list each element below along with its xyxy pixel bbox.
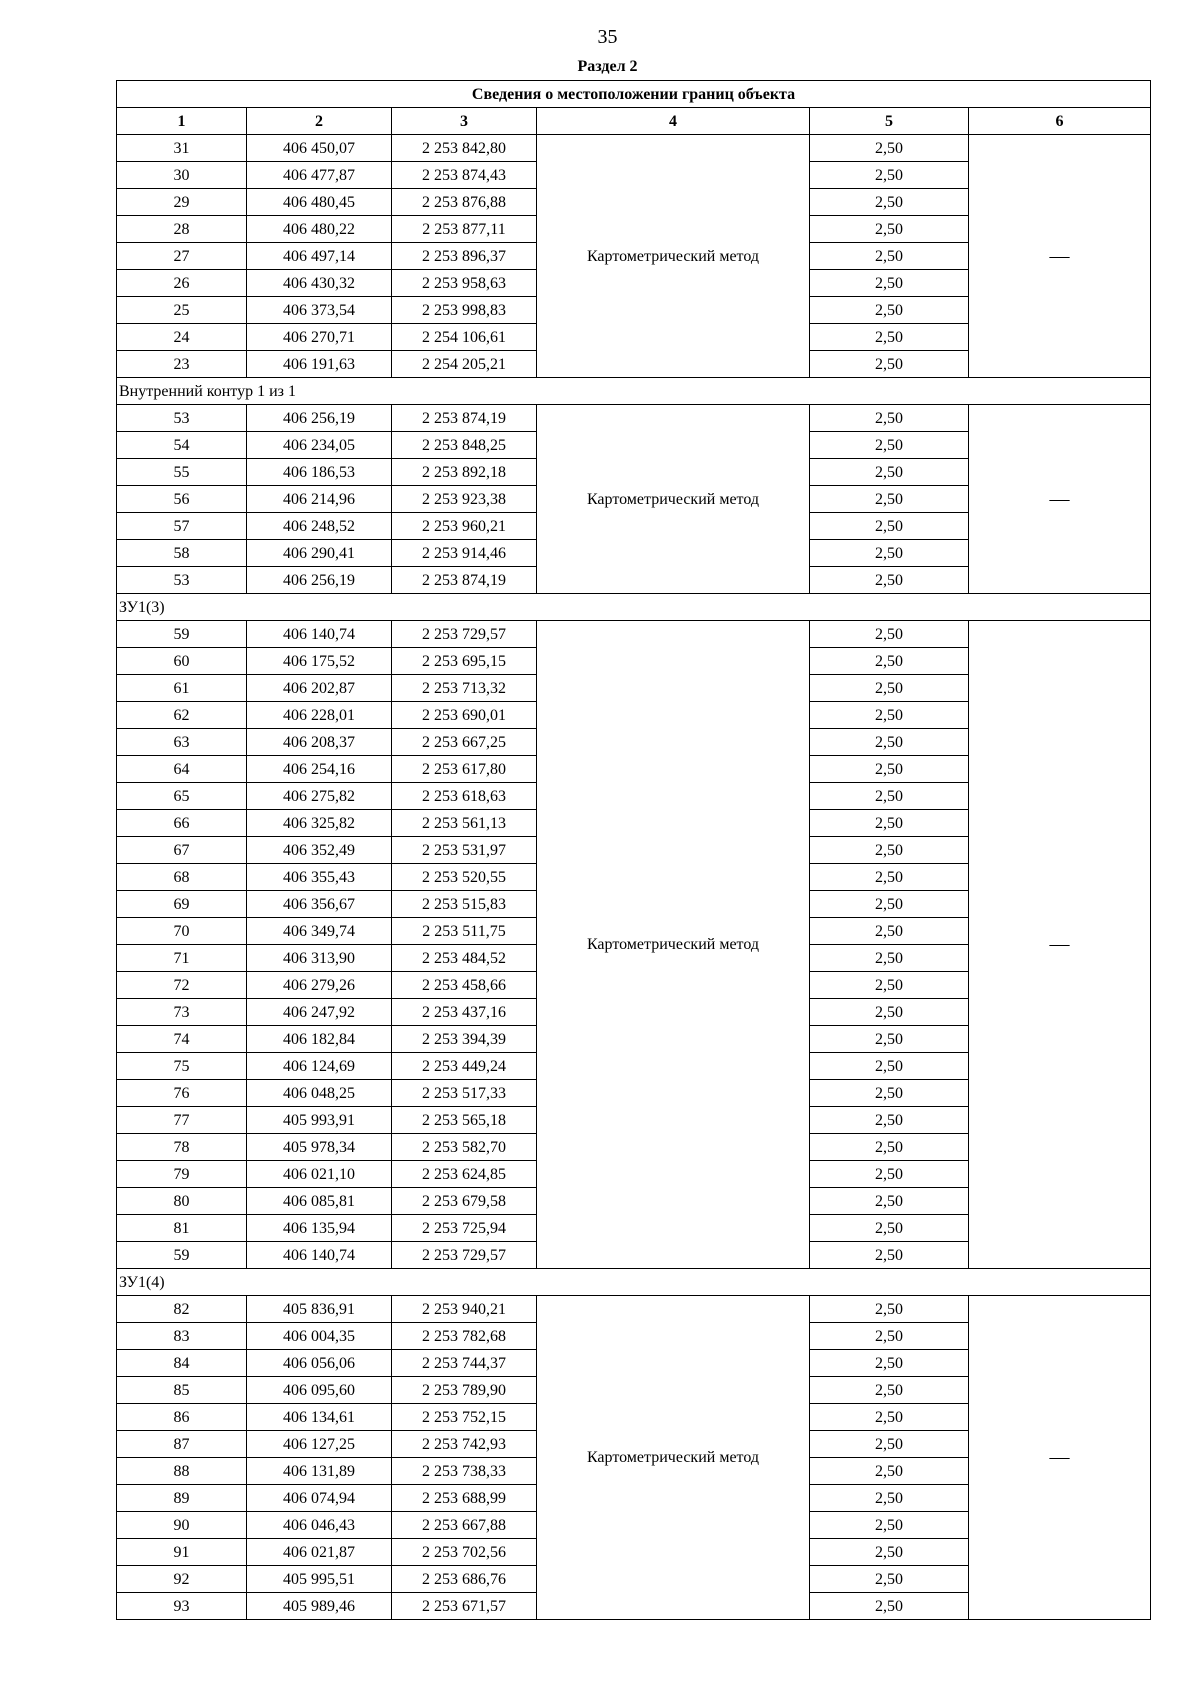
point-number-cell: 24 <box>117 324 247 351</box>
point-number-cell: 53 <box>117 567 247 594</box>
x-coordinate-cell: 406 313,90 <box>247 945 392 972</box>
x-coordinate-cell: 406 021,87 <box>247 1539 392 1566</box>
x-coordinate-cell: 406 191,63 <box>247 351 392 378</box>
x-coordinate-cell: 406 186,53 <box>247 459 392 486</box>
accuracy-cell: 2,50 <box>810 243 969 270</box>
y-coordinate-cell: 2 253 729,57 <box>392 1242 537 1269</box>
y-coordinate-cell: 2 253 874,19 <box>392 567 537 594</box>
x-coordinate-cell: 406 270,71 <box>247 324 392 351</box>
y-coordinate-cell: 2 253 695,15 <box>392 648 537 675</box>
accuracy-cell: 2,50 <box>810 1161 969 1188</box>
point-number-cell: 61 <box>117 675 247 702</box>
y-coordinate-cell: 2 253 449,24 <box>392 1053 537 1080</box>
accuracy-cell: 2,50 <box>810 1350 969 1377</box>
x-coordinate-cell: 405 978,34 <box>247 1134 392 1161</box>
point-number-cell: 75 <box>117 1053 247 1080</box>
point-number-cell: 23 <box>117 351 247 378</box>
accuracy-cell: 2,50 <box>810 297 969 324</box>
point-number-cell: 79 <box>117 1161 247 1188</box>
point-number-cell: 56 <box>117 486 247 513</box>
point-number-cell: 26 <box>117 270 247 297</box>
x-coordinate-cell: 406 085,81 <box>247 1188 392 1215</box>
y-coordinate-cell: 2 253 713,32 <box>392 675 537 702</box>
y-coordinate-cell: 2 253 394,39 <box>392 1026 537 1053</box>
accuracy-cell: 2,50 <box>810 1512 969 1539</box>
x-coordinate-cell: 406 480,45 <box>247 189 392 216</box>
x-coordinate-cell: 406 290,41 <box>247 540 392 567</box>
y-coordinate-cell: 2 253 842,80 <box>392 135 537 162</box>
accuracy-cell: 2,50 <box>810 702 969 729</box>
accuracy-cell: 2,50 <box>810 972 969 999</box>
section-title: Раздел 2 <box>577 58 638 75</box>
accuracy-cell: 2,50 <box>810 189 969 216</box>
point-number-cell: 71 <box>117 945 247 972</box>
x-coordinate-cell: 406 477,87 <box>247 162 392 189</box>
point-number-cell: 63 <box>117 729 247 756</box>
x-coordinate-cell: 406 275,82 <box>247 783 392 810</box>
accuracy-cell: 2,50 <box>810 999 969 1026</box>
y-coordinate-cell: 2 253 914,46 <box>392 540 537 567</box>
x-coordinate-cell: 406 352,49 <box>247 837 392 864</box>
accuracy-cell: 2,50 <box>810 1134 969 1161</box>
y-coordinate-cell: 2 253 744,37 <box>392 1350 537 1377</box>
point-number-cell: 80 <box>117 1188 247 1215</box>
point-number-cell: 87 <box>117 1431 247 1458</box>
y-coordinate-cell: 2 253 679,58 <box>392 1188 537 1215</box>
y-coordinate-cell: 2 253 437,16 <box>392 999 537 1026</box>
column-number: 6 <box>969 108 1151 135</box>
method-cell: Картометрический метод <box>537 135 810 378</box>
y-coordinate-cell: 2 253 511,75 <box>392 918 537 945</box>
accuracy-cell: 2,50 <box>810 1431 969 1458</box>
point-number-cell: 92 <box>117 1566 247 1593</box>
point-number-cell: 25 <box>117 297 247 324</box>
x-coordinate-cell: 406 202,87 <box>247 675 392 702</box>
point-number-cell: 59 <box>117 1242 247 1269</box>
accuracy-cell: 2,50 <box>810 1404 969 1431</box>
accuracy-cell: 2,50 <box>810 1242 969 1269</box>
point-number-cell: 91 <box>117 1539 247 1566</box>
x-coordinate-cell: 406 004,35 <box>247 1323 392 1350</box>
y-coordinate-cell: 2 253 876,88 <box>392 189 537 216</box>
point-number-cell: 84 <box>117 1350 247 1377</box>
point-number-cell: 83 <box>117 1323 247 1350</box>
y-coordinate-cell: 2 253 624,85 <box>392 1161 537 1188</box>
x-coordinate-cell: 406 074,94 <box>247 1485 392 1512</box>
x-coordinate-cell: 406 279,26 <box>247 972 392 999</box>
y-coordinate-cell: 2 253 877,11 <box>392 216 537 243</box>
table-caption: Сведения о местоположении границ объекта <box>117 81 1151 108</box>
point-number-cell: 77 <box>117 1107 247 1134</box>
accuracy-cell: 2,50 <box>810 1458 969 1485</box>
x-coordinate-cell: 406 450,07 <box>247 135 392 162</box>
x-coordinate-cell: 405 836,91 <box>247 1296 392 1323</box>
x-coordinate-cell: 406 131,89 <box>247 1458 392 1485</box>
point-number-cell: 30 <box>117 162 247 189</box>
accuracy-cell: 2,50 <box>810 486 969 513</box>
column-number: 3 <box>392 108 537 135</box>
column6-cell: — <box>969 405 1151 594</box>
y-coordinate-cell: 2 253 702,56 <box>392 1539 537 1566</box>
x-coordinate-cell: 405 995,51 <box>247 1566 392 1593</box>
accuracy-cell: 2,50 <box>810 1215 969 1242</box>
accuracy-cell: 2,50 <box>810 324 969 351</box>
accuracy-cell: 2,50 <box>810 1296 969 1323</box>
x-coordinate-cell: 406 247,92 <box>247 999 392 1026</box>
accuracy-cell: 2,50 <box>810 216 969 243</box>
point-number-cell: 28 <box>117 216 247 243</box>
point-number-cell: 67 <box>117 837 247 864</box>
accuracy-cell: 2,50 <box>810 1026 969 1053</box>
accuracy-cell: 2,50 <box>810 918 969 945</box>
point-number-cell: 73 <box>117 999 247 1026</box>
y-coordinate-cell: 2 253 515,83 <box>392 891 537 918</box>
point-number-cell: 69 <box>117 891 247 918</box>
point-number-cell: 62 <box>117 702 247 729</box>
point-number-cell: 72 <box>117 972 247 999</box>
point-number-cell: 85 <box>117 1377 247 1404</box>
accuracy-cell: 2,50 <box>810 1323 969 1350</box>
x-coordinate-cell: 406 140,74 <box>247 1242 392 1269</box>
y-coordinate-cell: 2 253 960,21 <box>392 513 537 540</box>
accuracy-cell: 2,50 <box>810 459 969 486</box>
y-coordinate-cell: 2 253 923,38 <box>392 486 537 513</box>
table-row <box>117 405 1151 432</box>
accuracy-cell: 2,50 <box>810 540 969 567</box>
accuracy-cell: 2,50 <box>810 648 969 675</box>
x-coordinate-cell: 406 021,10 <box>247 1161 392 1188</box>
y-coordinate-cell: 2 253 940,21 <box>392 1296 537 1323</box>
y-coordinate-cell: 2 253 958,63 <box>392 270 537 297</box>
x-coordinate-cell: 406 124,69 <box>247 1053 392 1080</box>
accuracy-cell: 2,50 <box>810 783 969 810</box>
x-coordinate-cell: 406 134,61 <box>247 1404 392 1431</box>
y-coordinate-cell: 2 253 874,19 <box>392 405 537 432</box>
x-coordinate-cell: 406 248,52 <box>247 513 392 540</box>
column-number: 5 <box>810 108 969 135</box>
y-coordinate-cell: 2 253 531,97 <box>392 837 537 864</box>
accuracy-cell: 2,50 <box>810 837 969 864</box>
y-coordinate-cell: 2 253 582,70 <box>392 1134 537 1161</box>
x-coordinate-cell: 406 046,43 <box>247 1512 392 1539</box>
point-number-cell: 76 <box>117 1080 247 1107</box>
method-cell: Картометрический метод <box>537 1296 810 1620</box>
method-cell: Картометрический метод <box>537 621 810 1269</box>
y-coordinate-cell: 2 253 690,01 <box>392 702 537 729</box>
table-row <box>117 621 1151 648</box>
point-number-cell: 81 <box>117 1215 247 1242</box>
contour-label: ЗУ1(4) <box>117 1269 1151 1296</box>
table-row <box>117 135 1151 162</box>
page-number: 35 <box>597 26 618 48</box>
y-coordinate-cell: 2 253 752,15 <box>392 1404 537 1431</box>
column-number: 4 <box>537 108 810 135</box>
point-number-cell: 90 <box>117 1512 247 1539</box>
column-number: 1 <box>117 108 247 135</box>
y-coordinate-cell: 2 253 618,63 <box>392 783 537 810</box>
y-coordinate-cell: 2 253 738,33 <box>392 1458 537 1485</box>
y-coordinate-cell: 2 253 896,37 <box>392 243 537 270</box>
x-coordinate-cell: 406 175,52 <box>247 648 392 675</box>
x-coordinate-cell: 406 430,32 <box>247 270 392 297</box>
accuracy-cell: 2,50 <box>810 432 969 459</box>
contour-label-row <box>117 594 1151 621</box>
contour-label-row <box>117 1269 1151 1296</box>
y-coordinate-cell: 2 253 848,25 <box>392 432 537 459</box>
point-number-cell: 82 <box>117 1296 247 1323</box>
point-number-cell: 64 <box>117 756 247 783</box>
accuracy-cell: 2,50 <box>810 405 969 432</box>
point-number-cell: 58 <box>117 540 247 567</box>
y-coordinate-cell: 2 253 782,68 <box>392 1323 537 1350</box>
point-number-cell: 31 <box>117 135 247 162</box>
y-coordinate-cell: 2 253 517,33 <box>392 1080 537 1107</box>
point-number-cell: 59 <box>117 621 247 648</box>
y-coordinate-cell: 2 253 789,90 <box>392 1377 537 1404</box>
y-coordinate-cell: 2 253 667,25 <box>392 729 537 756</box>
x-coordinate-cell: 406 140,74 <box>247 621 392 648</box>
point-number-cell: 66 <box>117 810 247 837</box>
y-coordinate-cell: 2 253 458,66 <box>392 972 537 999</box>
table-caption-row <box>117 81 1151 108</box>
accuracy-cell: 2,50 <box>810 1377 969 1404</box>
point-number-cell: 27 <box>117 243 247 270</box>
table-row <box>117 1296 1151 1323</box>
accuracy-cell: 2,50 <box>810 1107 969 1134</box>
x-coordinate-cell: 406 095,60 <box>247 1377 392 1404</box>
point-number-cell: 70 <box>117 918 247 945</box>
y-coordinate-cell: 2 253 671,57 <box>392 1593 537 1620</box>
x-coordinate-cell: 406 349,74 <box>247 918 392 945</box>
point-number-cell: 29 <box>117 189 247 216</box>
y-coordinate-cell: 2 254 106,61 <box>392 324 537 351</box>
point-number-cell: 57 <box>117 513 247 540</box>
point-number-cell: 60 <box>117 648 247 675</box>
y-coordinate-cell: 2 253 667,88 <box>392 1512 537 1539</box>
accuracy-cell: 2,50 <box>810 891 969 918</box>
accuracy-cell: 2,50 <box>810 675 969 702</box>
y-coordinate-cell: 2 253 520,55 <box>392 864 537 891</box>
x-coordinate-cell: 406 254,16 <box>247 756 392 783</box>
column6-cell: — <box>969 1296 1151 1620</box>
y-coordinate-cell: 2 253 686,76 <box>392 1566 537 1593</box>
accuracy-cell: 2,50 <box>810 270 969 297</box>
column6-cell: — <box>969 621 1151 1269</box>
x-coordinate-cell: 406 497,14 <box>247 243 392 270</box>
x-coordinate-cell: 406 256,19 <box>247 405 392 432</box>
y-coordinate-cell: 2 253 892,18 <box>392 459 537 486</box>
accuracy-cell: 2,50 <box>810 513 969 540</box>
x-coordinate-cell: 406 048,25 <box>247 1080 392 1107</box>
y-coordinate-cell: 2 253 725,94 <box>392 1215 537 1242</box>
point-number-cell: 89 <box>117 1485 247 1512</box>
x-coordinate-cell: 406 208,37 <box>247 729 392 756</box>
y-coordinate-cell: 2 254 205,21 <box>392 351 537 378</box>
accuracy-cell: 2,50 <box>810 1566 969 1593</box>
y-coordinate-cell: 2 253 565,18 <box>392 1107 537 1134</box>
accuracy-cell: 2,50 <box>810 621 969 648</box>
x-coordinate-cell: 406 234,05 <box>247 432 392 459</box>
y-coordinate-cell: 2 253 729,57 <box>392 621 537 648</box>
accuracy-cell: 2,50 <box>810 1485 969 1512</box>
accuracy-cell: 2,50 <box>810 810 969 837</box>
y-coordinate-cell: 2 253 561,13 <box>392 810 537 837</box>
contour-label: ЗУ1(3) <box>117 594 1151 621</box>
x-coordinate-cell: 405 989,46 <box>247 1593 392 1620</box>
y-coordinate-cell: 2 253 688,99 <box>392 1485 537 1512</box>
point-number-cell: 78 <box>117 1134 247 1161</box>
x-coordinate-cell: 406 214,96 <box>247 486 392 513</box>
x-coordinate-cell: 406 325,82 <box>247 810 392 837</box>
x-coordinate-cell: 406 135,94 <box>247 1215 392 1242</box>
accuracy-cell: 2,50 <box>810 1188 969 1215</box>
accuracy-cell: 2,50 <box>810 729 969 756</box>
accuracy-cell: 2,50 <box>810 864 969 891</box>
point-number-cell: 93 <box>117 1593 247 1620</box>
x-coordinate-cell: 406 182,84 <box>247 1026 392 1053</box>
accuracy-cell: 2,50 <box>810 567 969 594</box>
accuracy-cell: 2,50 <box>810 756 969 783</box>
contour-label: Внутренний контур 1 из 1 <box>117 378 1151 405</box>
x-coordinate-cell: 406 256,19 <box>247 567 392 594</box>
point-number-cell: 53 <box>117 405 247 432</box>
y-coordinate-cell: 2 253 874,43 <box>392 162 537 189</box>
point-number-cell: 55 <box>117 459 247 486</box>
column6-cell: — <box>969 135 1151 378</box>
x-coordinate-cell: 405 993,91 <box>247 1107 392 1134</box>
x-coordinate-cell: 406 056,06 <box>247 1350 392 1377</box>
point-number-cell: 54 <box>117 432 247 459</box>
x-coordinate-cell: 406 355,43 <box>247 864 392 891</box>
point-number-cell: 65 <box>117 783 247 810</box>
accuracy-cell: 2,50 <box>810 1053 969 1080</box>
accuracy-cell: 2,50 <box>810 351 969 378</box>
x-coordinate-cell: 406 228,01 <box>247 702 392 729</box>
method-cell: Картометрический метод <box>537 405 810 594</box>
point-number-cell: 86 <box>117 1404 247 1431</box>
accuracy-cell: 2,50 <box>810 135 969 162</box>
y-coordinate-cell: 2 253 742,93 <box>392 1431 537 1458</box>
accuracy-cell: 2,50 <box>810 162 969 189</box>
accuracy-cell: 2,50 <box>810 945 969 972</box>
y-coordinate-cell: 2 253 998,83 <box>392 297 537 324</box>
x-coordinate-cell: 406 480,22 <box>247 216 392 243</box>
point-number-cell: 68 <box>117 864 247 891</box>
point-number-cell: 74 <box>117 1026 247 1053</box>
accuracy-cell: 2,50 <box>810 1593 969 1620</box>
x-coordinate-cell: 406 127,25 <box>247 1431 392 1458</box>
x-coordinate-cell: 406 373,54 <box>247 297 392 324</box>
y-coordinate-cell: 2 253 484,52 <box>392 945 537 972</box>
column-number-row <box>117 108 1151 135</box>
column-number: 2 <box>247 108 392 135</box>
boundary-coordinates-table <box>116 80 1151 1620</box>
accuracy-cell: 2,50 <box>810 1080 969 1107</box>
y-coordinate-cell: 2 253 617,80 <box>392 756 537 783</box>
x-coordinate-cell: 406 356,67 <box>247 891 392 918</box>
contour-label-row <box>117 378 1151 405</box>
point-number-cell: 88 <box>117 1458 247 1485</box>
accuracy-cell: 2,50 <box>810 1539 969 1566</box>
